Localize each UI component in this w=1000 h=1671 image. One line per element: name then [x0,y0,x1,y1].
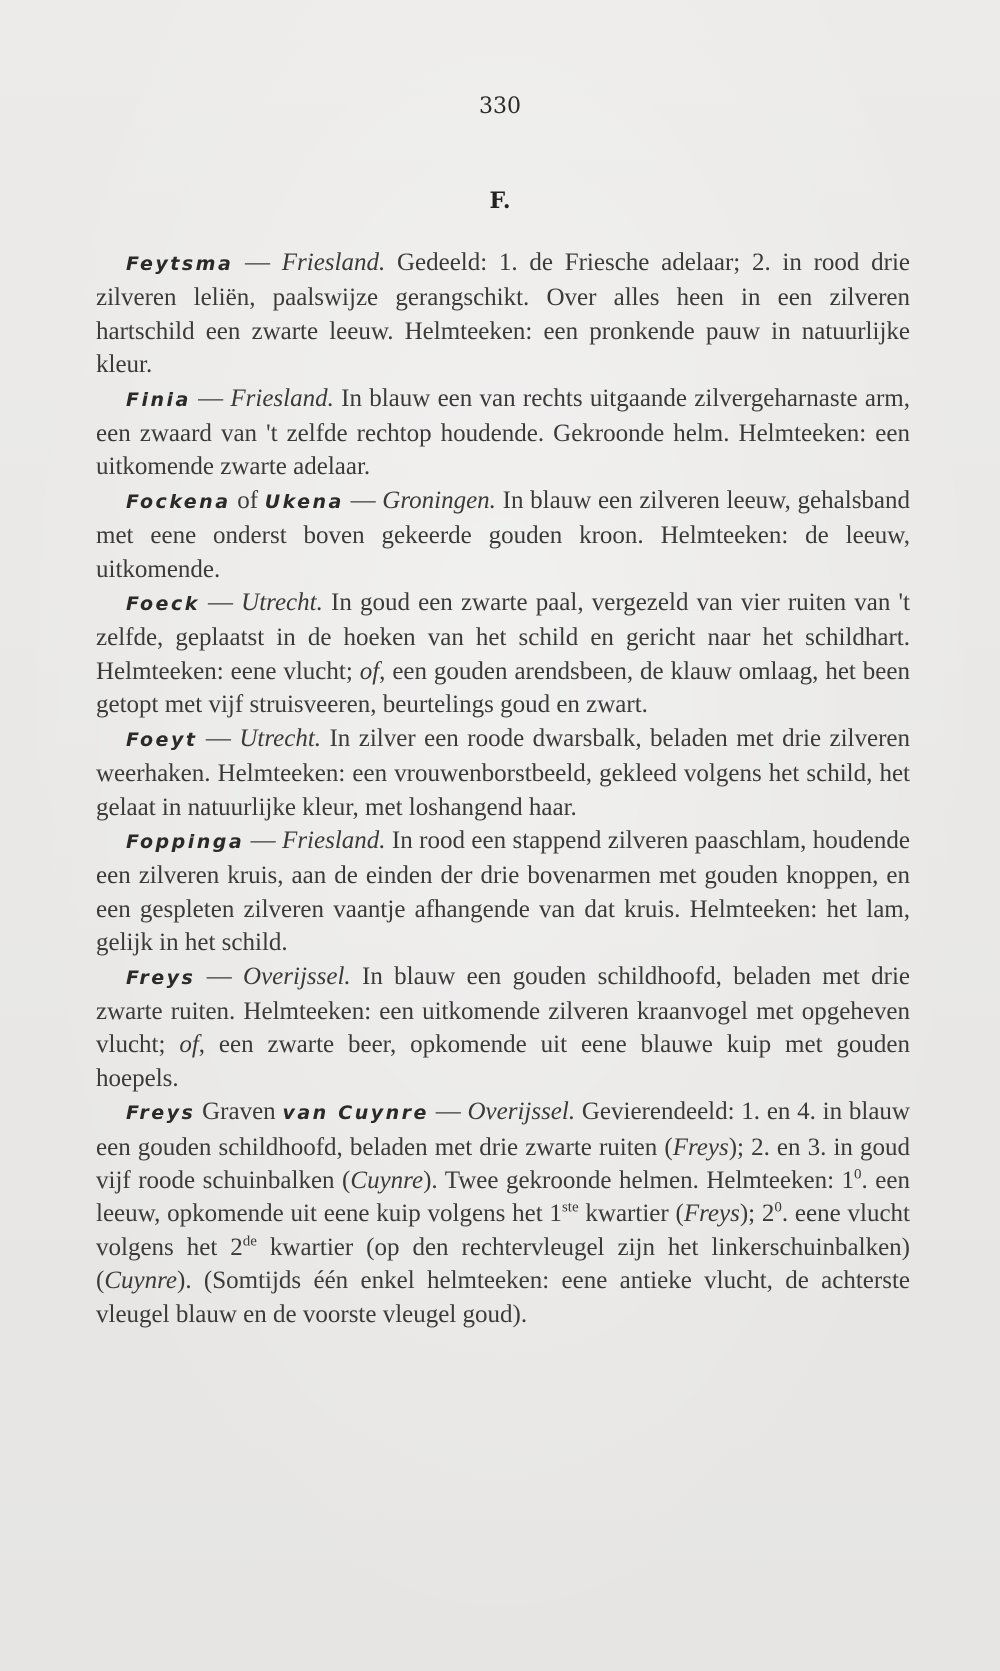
entry-name: Feytsma [126,253,234,275]
entry-dash: — [197,724,240,752]
entry-name: Freys [126,1102,196,1125]
entry-of-italic: of [179,1031,199,1059]
entry-italic-cuynre: Cuynre [350,1166,424,1194]
entry-text-4: . een leeuw, opkomende uit eene kuip volgens het 1 [96,1166,910,1228]
entry-text-9: ). (Somtijds één enkel helmteeken: eene antieke vlucht, de achterste vleugel blauw en de voorste vleugel goud). [96,1267,910,1328]
entry-dash: — [190,384,231,412]
entry-graven: Graven [195,1098,283,1126]
entry-place: Friesland. [281,249,386,276]
entry-text-5: kwartier ( [578,1200,684,1228]
entries-body [96,246,910,1331]
entry-name: Foeck [126,593,200,616]
entry-italic-freys: Freys [683,1200,740,1228]
entry-italic-cuynre: Cuynre [104,1267,177,1295]
entry-of-italic: of [359,657,380,685]
section-letter: F. [489,188,511,214]
entry-text: In zilver een roode dwarsbalk, beladen met drie zilveren weerhaken. Helmteeken: een vrouwenborstbeeld, gekleed volgens het schild, het gelaat in natuurlijke kleur, met loshangend haar. [96,724,910,821]
entry-fockena [96,484,910,586]
entry-name: Fockena [126,490,231,513]
entry-superscript: 0 [774,1200,782,1217]
entry-foppinga [96,824,910,960]
entry-superscript: de [242,1233,257,1250]
entry-name: Foppinga [126,830,245,853]
entry-text: In rood een stappend zilveren paaschlam, houdende een zilveren kruis, aan de einden der drie bovenarmen met gouden knoppen, en een gespleten zilveren vaantje afhangende van dat kruis. Helmteeken: het lam, gelijk in het schild. [96,826,910,957]
entry-dash: — [233,249,282,276]
entry-freys-graven [96,1095,910,1331]
entry-text-7: . eene vlucht volgens het 2 [96,1200,910,1261]
entry-name-alt: van Cuynre [282,1102,429,1125]
entry-superscript: ste [561,1200,579,1217]
entry-text-3: ). Twee gekroonde helmen. Helmteeken: 1 [423,1166,855,1194]
entry-text: In goud een zwarte paal, vergezeld van vier ruiten van 't zelfde, geplaatst in de hoeken van het schild en gericht naar het schildhart. Helmteeken: eene vlucht; [96,589,911,685]
entry-place: Utrecht. [241,589,323,617]
entry-finia [96,382,910,484]
entry-foeyt [96,722,910,824]
entry-italic-freys: Freys [672,1133,729,1161]
entry-text: In blauw een zilveren leeuw, gehalsband met eene onderst boven gekeerde gouden kroon. Helmteeken: de leeuw, uitkomende. [96,486,911,583]
entry-name: Freys [126,966,196,989]
entry-place: Friesland. [282,826,386,854]
entry-freys [96,960,910,1096]
entry-text: Gedeeld: 1. de Friesche adelaar; 2. in rood drie zilveren leliën, paalswijze gerangschikt. Over alles heen in een zilveren hartschild een zwarte leeuw. Helmteeken: een pronkende pauw in natuurlijke kleur. [96,249,911,379]
entry-text-8: kwartier (op den rechtervleugel zijn het linkerschuinbalken) ( [96,1233,910,1295]
entry-of: of [230,486,265,514]
entry-name: Finia [126,388,191,411]
entry-dash: — [244,826,283,854]
entry-dash: — [343,486,383,514]
entry-text-2: ); 2. en 3. in goud vijf roode schuinbalken ( [96,1133,910,1194]
entry-place: Utrecht. [239,724,322,752]
entry-text-cont: , een zwarte beer, opkomende uit eene blauwe kuip met gouden hoepels. [96,1031,910,1092]
entry-dash: — [199,589,242,617]
entry-text: In blauw een gouden schildhoofd, beladen met drie zwarte ruiten. Helmteeken: een uitkomende zilveren kraanvogel met opgeheven vlucht; [96,962,910,1059]
entry-text-1: Gevierendeeld: 1. en 4. in blauw een gouden schildhoofd, beladen met drie zwarte ruiten ( [96,1098,910,1161]
entry-foeck [96,586,910,722]
entry-text: In blauw een van rechts uitgaande zilvergeharnaste arm, een zwaard van 't zelfde rechtop houdende. Gekroonde helm. Helmteeken: een uitkomende zwarte adelaar. [96,384,911,481]
entry-superscript: 0 [854,1166,862,1183]
entry-name: Foeyt [126,728,198,751]
entry-name-alt: Ukena [264,490,344,513]
entry-place: Overijssel. [243,962,351,990]
entry-place: Friesland. [230,384,334,412]
page-number: 330 [479,94,521,119]
entry-dash: — [428,1098,468,1126]
entry-text-cont: , een gouden arendsbeen, de klauw omlaag, het been getopt met vijf struisveeren, beurtelings goud en zwart. [96,657,910,719]
entry-place: Overijssel. [467,1098,576,1126]
entry-feytsma [96,246,910,382]
entry-text-6: ); 2 [739,1200,775,1228]
entry-place: Groningen. [382,486,496,514]
entry-dash: — [195,962,244,990]
